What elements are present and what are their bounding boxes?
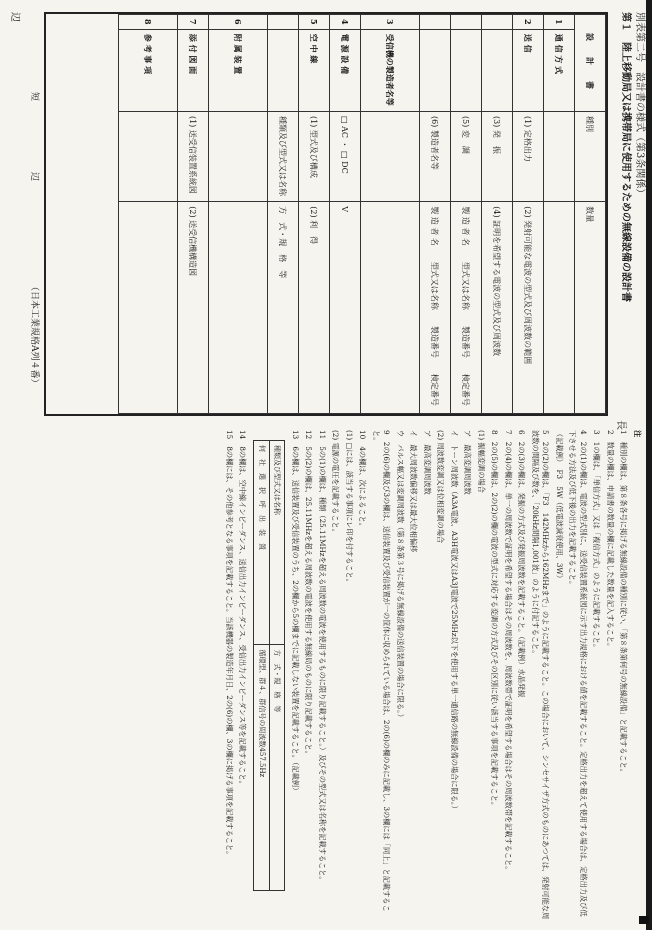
row-number: 2 (513, 15, 544, 30)
table-row (361, 15, 420, 414)
row-field-a (119, 111, 178, 201)
row-label: 受信機の製造者名等 (361, 29, 420, 111)
footer-short: 短 (29, 92, 39, 102)
row-field-b: (4) 証明を希望する電波の型式及び周波数 (482, 202, 513, 414)
row-number: 5 (299, 15, 330, 30)
note-item: 9 2の(6)の欄及び3の欄は、送信装置及び受信装置が一の筐体に収められている場合は、2の(6)の欄のみに記載し、3の欄には「同上」と記載すること。 (372, 430, 392, 912)
note-item: 13 6の欄は、送信装置及び受信装置のうち、2の欄から5の欄までに記載しない装置を記載すること。（記載例） (291, 430, 300, 795)
table-row (299, 15, 330, 414)
row-number: 4 (330, 15, 361, 30)
note-item: 14 8の欄は、空中線インピーダンス、送信出力インピーダンス、受信出力インピーダンス等を記載すること。 (238, 430, 248, 788)
note-item: (2) 電源の電圧を記載すること。 (331, 430, 341, 536)
design-form-table (118, 14, 606, 414)
row-label (268, 29, 299, 111)
footer-jis-size: （日本工業規格A列４番） (29, 282, 39, 388)
table-row (482, 15, 513, 414)
table-row (513, 15, 544, 414)
note-item: 3 1の欄は、「単信方式」又は「複信方式」のように記載すること。 (592, 430, 602, 652)
row-field-b: 方 式・規 格 等 (268, 202, 299, 414)
row-field-b: 製 造 者 名 型式又は名称 製造番号 検定番号 (420, 202, 451, 414)
row-field-a: (1) 型式及び構成 (299, 111, 330, 201)
note-item: ウ パルス幅又は変調周波数（第８条第３号に掲げる無線設備の送信装置の場合に限る。） (396, 430, 405, 721)
row-label (482, 29, 513, 111)
example-spec: 循環型、群４、群信号の周波数457.5Hz (254, 645, 270, 890)
form-caption: 設 計 書 (575, 15, 606, 112)
notes-section (12, 430, 642, 920)
row-field-b (544, 202, 575, 414)
row-number: 8 (119, 15, 178, 30)
table-row (330, 15, 361, 414)
row-field-b (361, 202, 420, 414)
table-row (178, 15, 209, 414)
count-label: 数量 (575, 202, 606, 414)
row-field-b: 製 造 者 名 型式又は名称 製造番号 検定番号 (451, 202, 482, 414)
row-label: 添 付 図 面 (178, 29, 209, 111)
row-field-b (209, 202, 268, 414)
example-col1: 種類及び型式又は名称 (270, 441, 286, 645)
kind-label: 種別 (575, 111, 606, 201)
row-label: 空 中 線 (299, 29, 330, 111)
table-row (209, 15, 268, 414)
row-field-a: (1) 定格出力 (513, 111, 544, 201)
row-field-b: (2) 発射可能な電波の型式及び周波数の範囲 (513, 202, 544, 414)
table-row (420, 15, 451, 414)
row-field-a: (1) 送受信装置系統図 (178, 111, 209, 201)
row-field-b: (2) 利 得 (299, 202, 330, 414)
row-number: 3 (361, 15, 420, 30)
note-item: 6 2の(3)の欄は、発振の方式及び発振周波数を記載すること。（記載例）水晶発振 (517, 430, 527, 705)
row-number (451, 15, 482, 30)
row-number: 7 (178, 15, 209, 30)
row-label (451, 29, 482, 111)
row-number (420, 15, 451, 30)
row-field-b: V (330, 202, 361, 414)
form-title: 第１ 陸上移動局又は携帯局に使用するための無線設備の設計書 (620, 12, 631, 302)
note-item: 5 2の(2)の欄は、「F3 142MHzから162MHzまで」のように記載すること。この場合において、シンセサイザ方式のものにあつては、発射可能な周波数の間隔及び数を、「20kHz間隔1,001波」のように付記すること。 (531, 430, 551, 920)
side-label-edge: 辺 (9, 12, 20, 22)
note-item: 8 2の(5)の欄は、2の(2)の欄の電波の型式に対応する変調の方式及びその区別に従い該当する事項を記載すること。 (490, 430, 500, 810)
table-row (451, 15, 482, 414)
note-item: (2) 周波数変調又は位相変調の場合 (436, 430, 446, 544)
note-item: ア 最高変調周波数 (463, 430, 473, 495)
row-field-b (119, 202, 178, 414)
note-item: 4 2の(1)の欄は、電波の型式別に、送受信装置系統図に示す出力規格における値を記載すること。定格出力を超えて使用する場合は、定格出力及び低下させる方法及び低下後の出力を記載すること。 (568, 430, 588, 917)
row-label: 電 源 設 備 (330, 29, 361, 111)
scan-edge-bar (646, 0, 652, 930)
form-header (618, 12, 646, 302)
row-label: 通 信 方 式 (544, 29, 575, 111)
row-label: 附 属 装 置 (209, 29, 268, 111)
row-field-a (209, 111, 268, 201)
row-label (420, 29, 451, 111)
note-item: 2 数量の欄は、申請書の数量の欄に記載した数量を記入すること。 (606, 430, 615, 651)
row-label: 送 信 (513, 29, 544, 111)
row-field-a: (3) 発 振 (482, 111, 513, 201)
note-item: 1 種別の欄は、第８条各号に掲げる無線設備の種別に従い、「第８条第何号の無線設備」と記載すること。 (619, 430, 629, 776)
side-label-long: 長 (615, 420, 626, 430)
row-number (482, 15, 513, 30)
note-item: 11 5の(1)の欄は、種類（25.11MHzを超える周波数の電波を使用するものに限り記載すること。）及びその型式又は名称を記載すること。 (318, 430, 327, 884)
row-field-b: (2) 送受信機構造図 (178, 202, 209, 414)
notes-heading: 注 (633, 430, 642, 438)
note-item: ア 最高変調周波数 (423, 430, 432, 495)
row-number (268, 15, 299, 30)
row-field-a (361, 111, 420, 201)
row-label: 参 考 事 項 (119, 29, 178, 111)
note-item: 12 5の(2)の欄は、25.11MHzを超える周波数の電波を使用する無線局のものに限り記載すること。 (304, 430, 314, 758)
example-col2: 方 式・規 格 等 (270, 645, 286, 890)
example-name: 何 社 選 択 呼 出 装 置 (254, 441, 270, 645)
row-field-a: □ AC ・ □ DC (330, 111, 361, 201)
note-item: イ 最大周波数偏移又は最大位相偏移 (409, 430, 419, 553)
note-item: (1) 振幅変調の場合 (477, 430, 486, 493)
footer-edge: 辺 (29, 172, 39, 182)
row-field-a (544, 111, 575, 201)
example-table (254, 440, 286, 891)
note-item: 15 8の欄には、その他参考となる事項を記載すること。当該機器の製造年月日、2の(6)の欄、3の欄に掲げる事項を記載すること。 (225, 430, 234, 859)
row-field-a: (6) 製造者名等 (420, 111, 451, 201)
row-number: 6 (209, 15, 268, 30)
note-item: イ トーン周波数（A3A電波、A3H電波又はA3J電波で25MHz以下を使用する単一通信路の無線設備の場合に限る。） (450, 430, 459, 813)
row-field-a: (5) 変 調 (451, 111, 482, 201)
design-form (44, 12, 608, 416)
note-item: (1) □には、該当する事項にレ印を付すること。 (345, 430, 354, 586)
row-field-a: 種類及び型式又は名称 (268, 111, 299, 201)
form-id: 別表第二号 設計書の様式（第3条関係） (634, 12, 645, 199)
table-row (119, 15, 178, 414)
row-number: 1 (544, 15, 575, 30)
note-item: 10 4の欄は、次によること。 (358, 430, 368, 530)
table-row (268, 15, 299, 414)
note-item: （記載例） F3 5W（低電波減衰使用、3W） (555, 430, 564, 583)
table-row (544, 15, 575, 414)
note-item: 7 2の(4)の欄は、単一の周波数で証明を希望する場合はその周波数を、周波数帯で証明を希望する場合はその周波数帯を記載すること。 (504, 430, 513, 874)
